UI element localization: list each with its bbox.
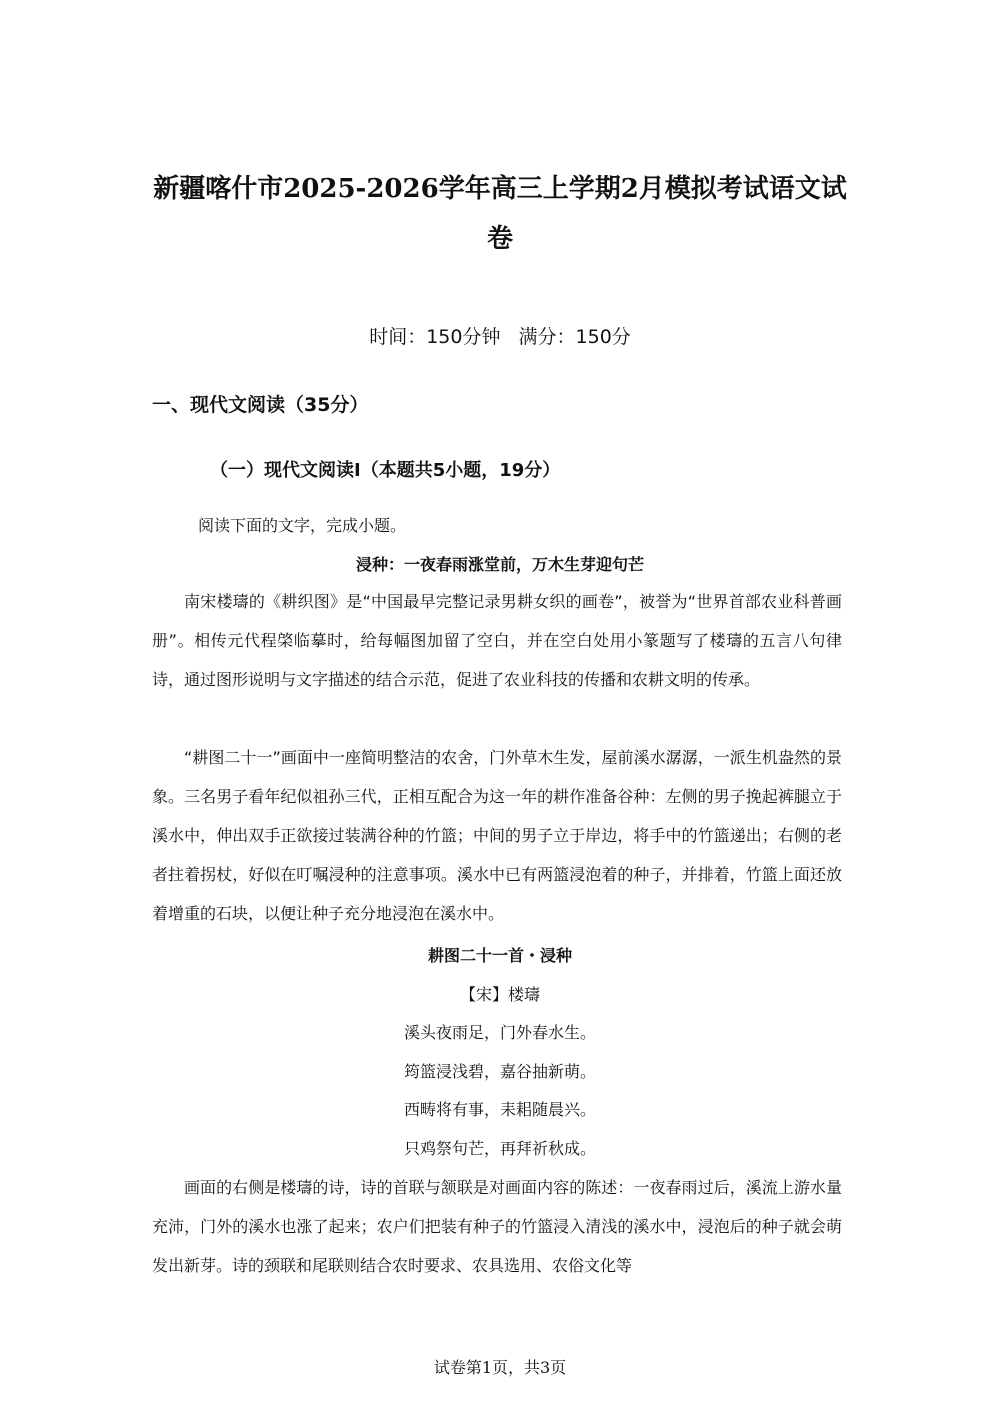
poem-title: 耕图二十一首・浸种 <box>427 946 572 965</box>
section-heading: 一、现代文阅读（35分） <box>152 394 369 416</box>
poem-author: 【宋】楼璹 <box>459 985 540 1004</box>
article-paragraph-2: “耕图二十一”画面中一座简明整洁的农舍，门外草木生发，屋前溪水潺潺，一派生机盎然的景象。三名男子看年纪似祖孙三代，正相互配合为这一年的耕作准备谷种：左侧的男子挽起裤腿立于溪水中，伸出双手正欲接过装满谷种的竹篮；中间的男子立于岸边，将手中的竹篮递出；右侧的老者拄着拐杖，好似在叮嘱浸种的注意事项。溪水中已有两篮浸泡着的种子，并排着，竹篮上面还放着增重的石块，以便让种子充分地浸泡在溪水中。 <box>152 748 842 923</box>
exam-time: 时间：150分钟 <box>369 326 501 348</box>
poem-body <box>0 1014 1000 1168</box>
poem-line: 只鸡祭句芒，再拜祈秋成。 <box>403 1138 596 1158</box>
page-footer: 试卷第1页，共3页 <box>433 1358 567 1377</box>
article-paragraph-3: 画面的右侧是楼璹的诗，诗的首联与颔联是对画面内容的陈述：一夜春雨过后，溪流上游水量充沛，门外的溪水也涨了起来；农户们把装有种子的竹篮浸入清浅的溪水中，浸泡后的种子就会萌发出新芽。诗的颈联和尾联则结合农时要求、农具选用、农俗文化等 <box>152 1178 842 1275</box>
exam-title-line2: 卷 <box>486 224 513 254</box>
exam-score: 满分：150分 <box>518 326 631 348</box>
instruction-text: 阅读下面的文字，完成小题。 <box>198 516 407 535</box>
poem-line: 溪头夜雨足，门外春水生。 <box>403 1023 596 1042</box>
article-title: 浸种：一夜春雨涨堂前，万木生芽迎句芒 <box>355 555 644 574</box>
subsection-heading: （一）现代文阅读Ⅰ（本题共5小题，19分） <box>210 460 561 481</box>
poem-line: 西畴将有事，耒耜随晨兴。 <box>403 1100 596 1119</box>
exam-meta <box>0 322 1000 349</box>
exam-title-line1: 新疆喀什市2025-2026学年高三上学期2月模拟考试语文试 <box>153 174 847 204</box>
poem-line: 筠篮浸浅碧，嘉谷抽新萌。 <box>403 1061 596 1081</box>
article-paragraph-1: 南宋楼璹的《耕织图》是“中国最早完整记录男耕女织的画卷”，被誉为“世界首部农业科普画册”。相传元代程棨临摹时，给每幅图加留了空白，并在空白处用小篆题写了楼璹的五言八句律诗，通过图形说明与文字描述的结合示范，促进了农业科技的传播和农耕文明的传承。 <box>152 592 842 689</box>
